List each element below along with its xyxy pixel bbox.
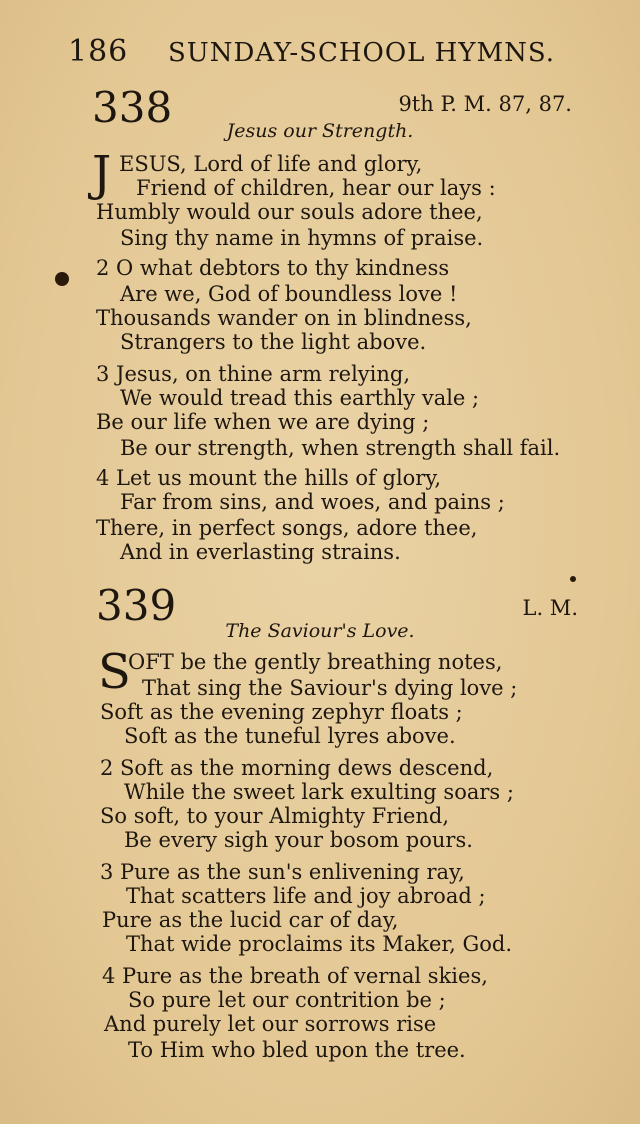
hymn-title: The Saviour's Love. bbox=[225, 620, 415, 642]
hymn-line: Humbly would our souls adore thee, bbox=[96, 200, 483, 224]
hymn-line: So soft, to your Almighty Friend, bbox=[100, 804, 450, 828]
hymn-line: Friend of children, hear our lays : bbox=[136, 176, 496, 200]
hymn-line: 3 Jesus, on thine arm relying, bbox=[96, 362, 411, 386]
hymn-line: While the sweet lark exulting soars ; bbox=[124, 780, 514, 804]
hymn-line: Strangers to the light above. bbox=[120, 330, 427, 354]
running-header bbox=[68, 34, 556, 69]
hymn-line: OFT be the gently breathing notes, bbox=[128, 650, 503, 674]
hymn-line: Are we, God of boundless love ! bbox=[120, 282, 458, 306]
hymn-line: There, in perfect songs, adore thee, bbox=[96, 516, 478, 540]
hymn-line: ESUS, Lord of life and glory, bbox=[119, 152, 423, 176]
hymn-line: And in everlasting strains. bbox=[120, 540, 401, 564]
drop-cap: S bbox=[98, 644, 131, 700]
hymn-line: That wide proclaims its Maker, God. bbox=[126, 932, 513, 956]
hymn-line: Far from sins, and woes, and pains ; bbox=[120, 490, 505, 514]
hymn-line: Thousands wander on in blindness, bbox=[96, 306, 472, 330]
hymn-line: That scatters life and joy abroad ; bbox=[126, 884, 486, 908]
hymn-line: That sing the Saviour's dying love ; bbox=[142, 676, 518, 700]
hymn-number: 338 bbox=[92, 83, 173, 132]
hymn-line: So pure let our contrition be ; bbox=[128, 988, 446, 1012]
page-number: 186 bbox=[68, 34, 129, 69]
hymn-meter: 9th P. M. 87, 87. bbox=[398, 92, 572, 116]
drop-cap: J bbox=[92, 146, 112, 202]
hymn-line: To Him who bled upon the tree. bbox=[128, 1038, 466, 1062]
hymn-line: 2 O what debtors to thy kindness bbox=[96, 256, 450, 280]
hymn-line: And purely let our sorrows rise bbox=[104, 1012, 437, 1036]
hymn-title: Jesus our Strength. bbox=[226, 120, 414, 142]
hymn-meter: L. M. bbox=[522, 596, 578, 620]
ink-blot bbox=[55, 272, 69, 286]
hymn-line: Be every sigh your bosom pours. bbox=[124, 828, 473, 852]
hymn-line: Pure as the lucid car of day, bbox=[102, 908, 399, 932]
hymn-line: Soft as the tuneful lyres above. bbox=[124, 724, 456, 748]
book-title: SUNDAY-SCHOOL HYMNS. bbox=[168, 38, 556, 68]
hymn-line: We would tread this earthly vale ; bbox=[120, 386, 480, 410]
hymn-line: 2 Soft as the morning dews descend, bbox=[100, 756, 494, 780]
hymn-number: 339 bbox=[96, 581, 177, 630]
hymn-line: 4 Pure as the breath of vernal skies, bbox=[102, 964, 488, 988]
hymn-line: Soft as the evening zephyr floats ; bbox=[100, 700, 463, 724]
hymn-line: Sing thy name in hymns of praise. bbox=[120, 226, 484, 250]
ink-dot bbox=[570, 576, 576, 582]
hymn-line: 4 Let us mount the hills of glory, bbox=[96, 466, 442, 490]
hymn-line: 3 Pure as the sun's enlivening ray, bbox=[100, 860, 465, 884]
hymn-line: Be our strength, when strength shall fail. bbox=[120, 436, 561, 460]
hymn-line: Be our life when we are dying ; bbox=[96, 410, 430, 434]
